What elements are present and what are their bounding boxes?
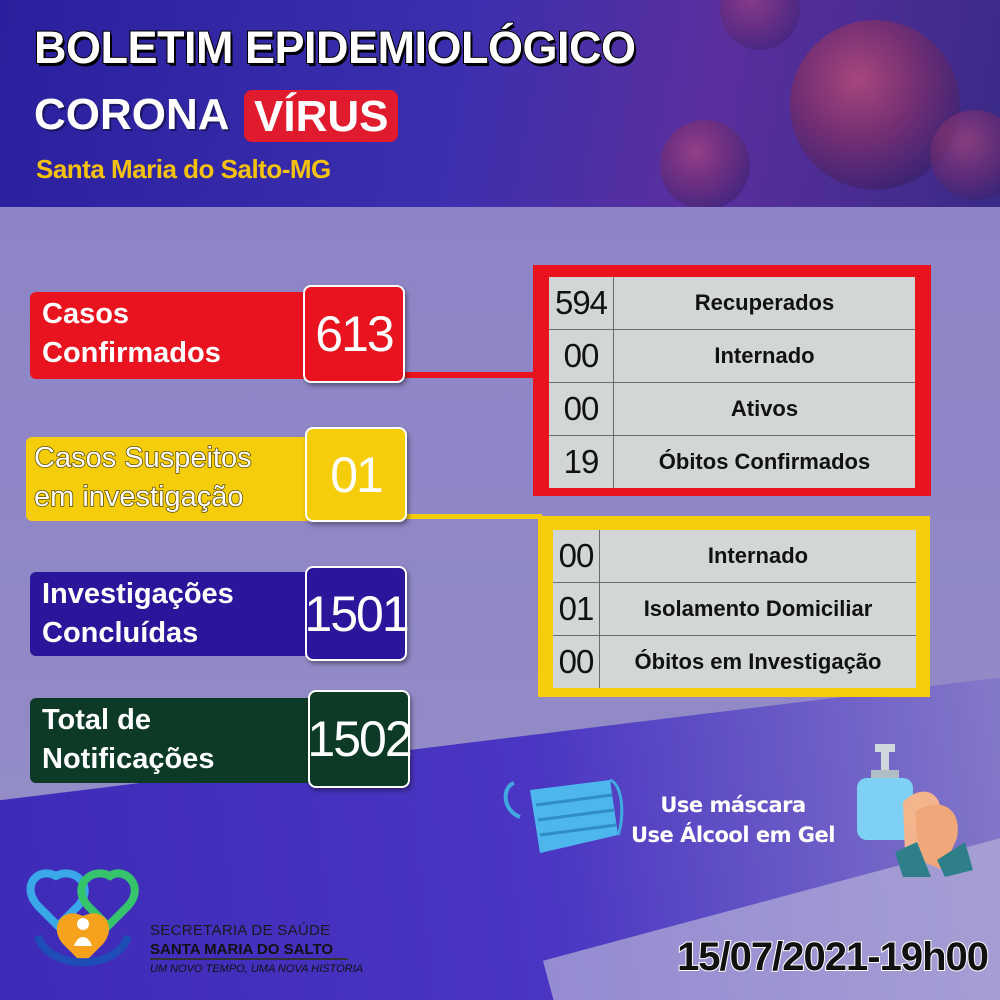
notifications-value: 1502 <box>308 690 410 788</box>
confirmed-details-table <box>549 277 915 488</box>
confirmed-cases-label: Casos Confirmados <box>30 292 325 379</box>
org-divider <box>150 958 348 960</box>
detail-label: Internado <box>600 530 917 583</box>
detail-label: Recuperados <box>614 277 916 330</box>
detail-label: Ativos <box>614 383 916 436</box>
table-row <box>549 277 915 330</box>
table-row <box>549 436 915 489</box>
virus-tag: VÍRUS <box>244 90 398 142</box>
detail-label: Internado <box>614 330 916 383</box>
table-row <box>553 636 916 689</box>
bulletin-date: 15/07/2021-19h00 <box>677 935 988 979</box>
corona-label: CORONA <box>34 90 230 139</box>
notifications-label: Total de Notificações <box>30 698 325 783</box>
detail-value: 594 <box>549 277 614 330</box>
prevention-slogan <box>628 790 838 850</box>
detail-value: 00 <box>553 530 600 583</box>
header-banner <box>0 0 1000 207</box>
detail-label: Óbitos Confirmados <box>658 449 871 474</box>
bulletin-title: BOLETIM EPIDEMIOLÓGICO <box>34 22 636 73</box>
org-name: SECRETARIA DE SAÚDE <box>150 922 331 939</box>
city-name: Santa Maria do Salto-MG <box>36 154 331 184</box>
slogan-gel: Use Álcool em Gel <box>631 823 835 847</box>
confirmed-cases-value: 613 <box>303 285 405 383</box>
slogan-mask: Use máscara <box>660 793 806 817</box>
virus-illustration-small <box>660 120 750 207</box>
suspected-cases-label: Casos Suspeitos em investigação <box>26 437 316 521</box>
table-row <box>553 530 916 583</box>
hand-sanitizer-icon <box>845 742 975 877</box>
table-row <box>549 330 915 383</box>
table-row <box>553 583 916 636</box>
suspected-cases-value: 01 <box>305 427 407 522</box>
investigations-value: 1501 <box>305 566 407 661</box>
investigations-label: Investigações Concluídas <box>30 572 325 656</box>
org-city: SANTA MARIA DO SALTO <box>150 941 334 958</box>
detail-value: 00 <box>553 636 600 689</box>
connector-red <box>400 372 540 378</box>
detail-label: Óbitos em Investigação <box>634 649 882 674</box>
detail-value: 01 <box>553 583 600 636</box>
detail-value: 00 <box>549 383 614 436</box>
suspected-details-table <box>553 530 916 688</box>
detail-label: Isolamento Domiciliar <box>600 583 917 636</box>
connector-yellow <box>402 514 542 519</box>
org-motto: UM NOVO TEMPO, UMA NOVA HISTÓRIA <box>150 963 364 975</box>
table-row <box>549 383 915 436</box>
detail-value: 19 <box>549 436 614 489</box>
virus-illustration-top <box>720 0 800 50</box>
detail-value: 00 <box>549 330 614 383</box>
health-department-logo <box>18 866 148 984</box>
face-mask-icon <box>500 765 625 860</box>
